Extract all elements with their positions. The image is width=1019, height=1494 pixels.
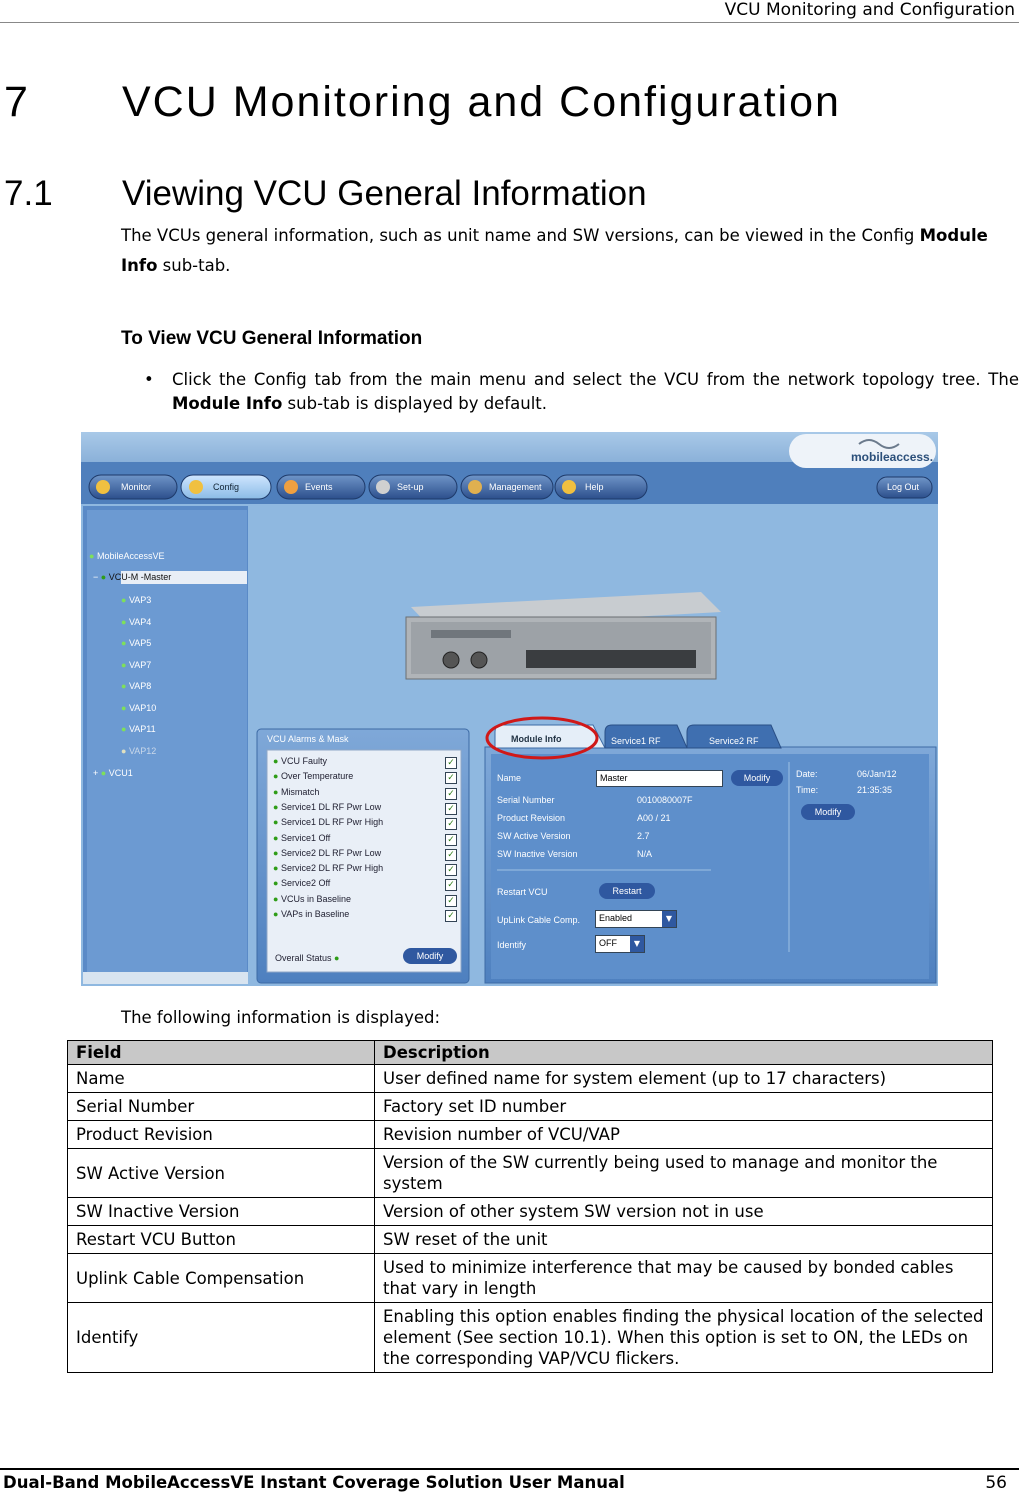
alarm-mask-checkbox[interactable]: ✓	[445, 864, 457, 876]
status-led-icon: ●	[121, 616, 129, 627]
brand-logo: mobileaccess.	[851, 450, 934, 464]
table-row	[68, 1198, 993, 1226]
field-cell: SW Active Version	[68, 1149, 375, 1198]
restart-label: Restart VCU	[497, 887, 548, 897]
field-cell: Restart VCU Button	[68, 1226, 375, 1254]
info-label: SW Active Version	[497, 831, 571, 841]
menu-tab-events[interactable]: Events	[305, 482, 333, 492]
status-led-icon: ●	[273, 801, 281, 812]
procedure-title: To View VCU General Information	[121, 328, 423, 349]
identify-select[interactable]: OFF ▼	[595, 935, 645, 953]
column-header-description: Description	[375, 1041, 993, 1065]
section-title: Viewing VCU General Information	[122, 174, 647, 213]
status-led-icon: ●	[273, 771, 281, 782]
bullet-icon: •	[144, 370, 154, 389]
alarm-mask-checkbox[interactable]: ✓	[445, 895, 457, 907]
management-icon	[468, 480, 482, 494]
status-led-icon: ●	[100, 768, 107, 778]
alarms-title: VCU Alarms & Mask	[267, 734, 349, 744]
alarm-item: ● Service1 Off	[273, 832, 331, 843]
time-modify-button[interactable]: Modify	[801, 804, 855, 820]
description-cell: Version of other system SW version not in use	[375, 1198, 993, 1226]
footer-rule	[0, 1468, 1019, 1470]
uplink-select[interactable]: Enabled ▼	[595, 910, 677, 928]
tree-item-vap3[interactable]: ● VAP3	[121, 595, 152, 605]
name-input[interactable]: Master	[596, 770, 723, 787]
table-intro: The following information is displayed:	[121, 1008, 441, 1027]
status-led-icon: ●	[273, 878, 281, 889]
status-led-icon: ●	[273, 832, 281, 843]
alarm-item: ● Over Temperature	[273, 771, 354, 782]
description-cell: Factory set ID number	[375, 1093, 993, 1121]
uplink-label: UpLink Cable Comp.	[497, 915, 581, 925]
tree-item-vap5[interactable]: ● VAP5	[121, 638, 152, 648]
alarm-item: ● Service1 DL RF Pwr High	[273, 817, 384, 828]
description-cell: Version of the SW currently being used to manage and monitor the system	[375, 1149, 993, 1198]
logout-button[interactable]: Log Out	[887, 482, 920, 492]
intro-text-end: sub-tab.	[157, 256, 231, 275]
info-label: Product Revision	[497, 813, 566, 823]
table-row	[68, 1093, 993, 1121]
description-cell: Used to minimize interference that may be caused by bonded cables that vary in length	[375, 1254, 993, 1303]
alarm-mask-checkbox[interactable]: ✓	[445, 849, 457, 861]
status-led-icon: ●	[273, 847, 281, 858]
chevron-down-icon: ▼	[662, 911, 676, 927]
intro-paragraph	[121, 221, 1019, 281]
alarm-item: ● Mismatch	[273, 786, 320, 797]
alarm-item: ● VCUs in Baseline	[273, 893, 351, 904]
field-cell: Product Revision	[68, 1121, 375, 1149]
info-value: 2.7	[637, 831, 650, 841]
field-cell: SW Inactive Version	[68, 1198, 375, 1226]
status-led-icon: ●	[121, 745, 129, 756]
tab-module-info[interactable]: Module Info	[511, 734, 562, 744]
menu-tab-set-up[interactable]: Set-up	[397, 482, 424, 492]
alarm-mask-checkbox[interactable]: ✓	[445, 772, 457, 784]
status-led-icon: ●	[121, 681, 129, 691]
info-value: N/A	[637, 849, 653, 859]
alarm-item: ● Service2 DL RF Pwr Low	[273, 847, 382, 858]
name-modify-button[interactable]: Modify	[731, 770, 783, 786]
section-number: 7.1	[4, 174, 53, 213]
time-label: Time:	[796, 785, 819, 795]
field-description-table	[67, 1040, 993, 1373]
info-label: SW Inactive Version	[497, 849, 578, 859]
table-row	[68, 1254, 993, 1303]
chapter-number: 7	[4, 78, 30, 126]
chapter-title: VCU Monitoring and Configuration	[122, 78, 841, 126]
field-cell: Serial Number	[68, 1093, 375, 1121]
tree-root[interactable]: ● MobileAccessVE	[89, 551, 165, 561]
menu-tab-monitor[interactable]: Monitor	[121, 482, 152, 492]
tree-vcu-master[interactable]: − ● VCU-M -Master	[93, 572, 172, 582]
status-led-icon: ●	[273, 893, 281, 904]
bullet-bold: Module Info	[172, 394, 283, 413]
setup-icon	[376, 480, 390, 494]
alarm-mask-checkbox[interactable]: ✓	[445, 879, 457, 891]
intro-text: The VCUs general information, such as unit name and SW versions, can be viewed in the Config	[121, 226, 920, 245]
chevron-down-icon: ▼	[630, 936, 644, 952]
status-led-icon: ●	[121, 659, 129, 670]
config-screenshot	[81, 432, 938, 986]
procedure-bullet	[144, 368, 1019, 416]
alarm-item: ● VAPs in Baseline	[273, 909, 350, 919]
table-row	[68, 1065, 993, 1093]
info-label: Serial Number	[497, 795, 555, 805]
tree-item-vap7[interactable]: ● VAP7	[121, 659, 152, 670]
description-cell: User defined name for system element (up to 17 characters)	[375, 1065, 993, 1093]
overall-status-label: Overall Status ●	[275, 953, 340, 963]
table-row	[68, 1121, 993, 1149]
tree-item-vap10[interactable]: ● VAP10	[121, 702, 157, 713]
help-icon	[562, 480, 576, 494]
status-led-icon: ●	[273, 863, 281, 874]
alarm-mask-checkbox[interactable]: ✓	[445, 788, 457, 800]
tree-item-vap8[interactable]: ● VAP8	[121, 681, 152, 691]
info-value: 0010080007F	[637, 795, 693, 805]
status-led-icon: ●	[121, 724, 129, 734]
status-led-icon: ●	[273, 817, 281, 828]
events-icon	[284, 480, 298, 494]
chapter-heading	[4, 78, 841, 127]
section-heading	[4, 174, 647, 214]
tab-service2-rf[interactable]: Service2 RF	[709, 736, 759, 746]
tree-vcu1[interactable]: + ● VCU1	[93, 768, 133, 778]
menu-tab-management[interactable]: Management	[489, 482, 542, 492]
status-led-icon: ●	[121, 638, 129, 648]
alarm-mask-checkbox[interactable]: ✓	[445, 803, 457, 815]
status-led-icon: ●	[273, 909, 281, 919]
description-cell: SW reset of the unit	[375, 1226, 993, 1254]
column-header-field: Field	[68, 1041, 375, 1065]
menu-tab-config[interactable]: Config	[213, 482, 240, 492]
description-cell: Revision number of VCU/VAP	[375, 1121, 993, 1149]
alarm-item: ● Service2 Off	[273, 878, 331, 889]
info-value: A00 / 21	[637, 813, 671, 823]
field-cell: Name	[68, 1065, 375, 1093]
field-cell: Uplink Cable Compensation	[68, 1254, 375, 1303]
running-header: VCU Monitoring and Configuration	[724, 0, 1015, 20]
alarm-mask-checkbox[interactable]: ✓	[445, 757, 457, 769]
table-row	[68, 1149, 993, 1198]
status-led-icon: ●	[273, 756, 281, 766]
status-led-icon: ●	[89, 551, 95, 561]
alarms-modify-button[interactable]: Modify	[403, 948, 457, 964]
vcu-device-image	[406, 592, 721, 679]
footer-title: Dual-Band MobileAccessVE Instant Coverage Solution User Manual	[3, 1473, 625, 1492]
config-icon	[189, 480, 203, 494]
tree-item-vap4[interactable]: ● VAP4	[121, 616, 152, 627]
bullet-text: Click the Config tab from the main menu and select the VCU from the network topology tree. The	[172, 370, 1019, 389]
identify-label: Identify	[497, 940, 527, 950]
field-cell: Identify	[68, 1303, 375, 1373]
tab-service1-rf[interactable]: Service1 RF	[611, 736, 661, 746]
header-rule	[0, 22, 1019, 23]
status-led-icon: ●	[121, 595, 129, 605]
alarm-mask-checkbox[interactable]: ✓	[445, 910, 457, 922]
description-cell: Enabling this option enables finding the physical location of the selected element (See section 10.1). When this option is set to ON, the LEDs on the corresponding VAP/VCU flickers.	[375, 1303, 993, 1373]
bullet-text-end: sub-tab is displayed by default.	[282, 394, 548, 413]
alarm-item: ● VCU Faulty	[273, 756, 327, 766]
menu-tab-help[interactable]: Help	[585, 482, 604, 492]
tree-item-vap11[interactable]: ● VAP11	[121, 724, 156, 734]
monitor-icon	[96, 480, 110, 494]
name-label: Name	[497, 773, 522, 783]
status-led-icon: ●	[121, 702, 129, 713]
status-led-icon: ●	[100, 572, 107, 582]
alarm-mask-checkbox[interactable]: ✓	[445, 834, 457, 846]
date-value: 06/Jan/12	[857, 769, 897, 779]
table-row	[68, 1226, 993, 1254]
intro-bold: Module Info	[121, 226, 988, 275]
alarm-item: ● Service2 DL RF Pwr High	[273, 863, 384, 874]
table-row	[68, 1303, 993, 1373]
status-led-icon: ●	[273, 786, 281, 797]
alarm-mask-checkbox[interactable]: ✓	[445, 818, 457, 830]
page-number: 56	[985, 1473, 1007, 1493]
status-led-icon: ●	[334, 953, 340, 963]
time-value: 21:35:35	[857, 785, 893, 795]
alarm-item: ● Service1 DL RF Pwr Low	[273, 801, 382, 812]
tree-item-vap12[interactable]: ● VAP12	[121, 745, 157, 756]
date-label: Date:	[796, 769, 818, 779]
restart-button[interactable]: Restart	[599, 883, 655, 899]
